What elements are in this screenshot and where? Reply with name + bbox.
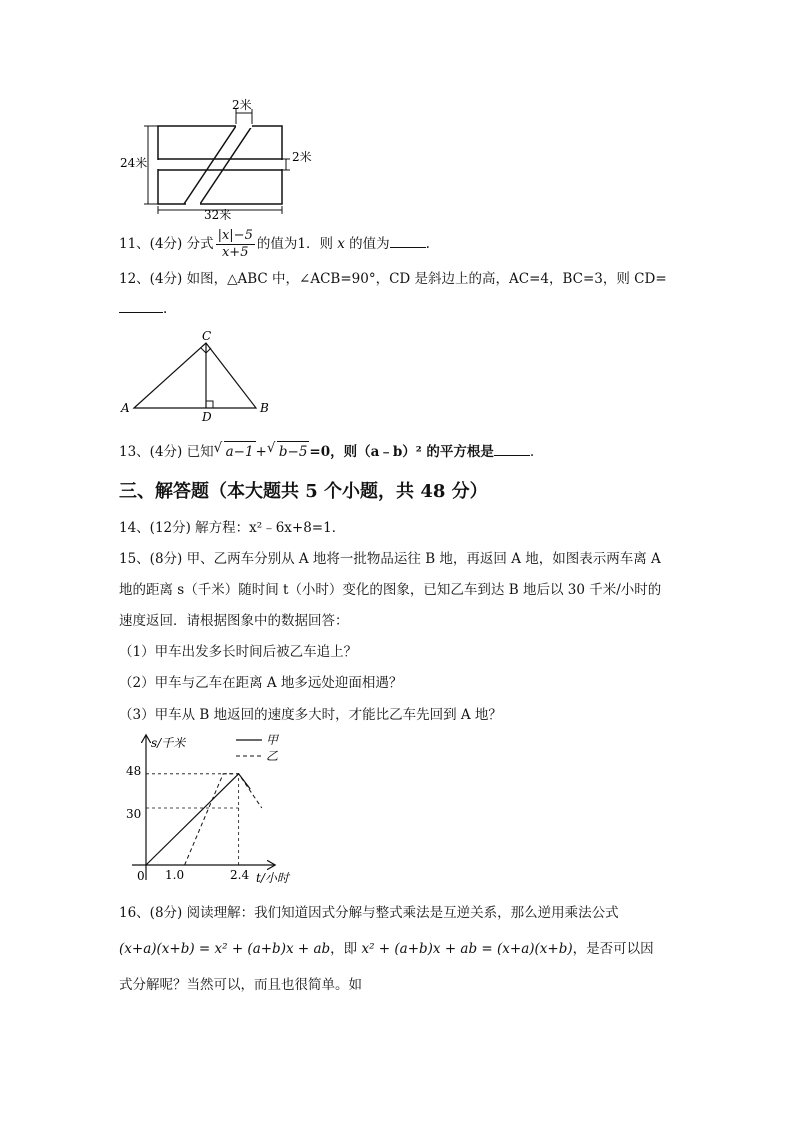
x-axis-label: t/小时: [256, 871, 289, 885]
q13-end: .: [529, 444, 535, 460]
label-left-24m: 24米: [120, 156, 148, 170]
q11-denominator: x+5: [221, 245, 249, 260]
section-3-title: 三、解答题（本大题共 5 个小题，共 48 分）: [119, 481, 488, 502]
question-16-line-2: [119, 939, 654, 959]
slanted-road-right: [200, 126, 252, 204]
q12-text: 12、(4分) 如图，△ABC 中，∠ACB=90°，CD 是斜边上的高，AC=4，BC=3，则 CD=: [119, 271, 667, 287]
question-15-sub-2: [119, 673, 402, 693]
q11-suffix-b: 的值为: [349, 236, 390, 252]
question-12: [119, 269, 667, 289]
q16-line2-end: ，是否可以因: [572, 941, 654, 957]
q11-end: .: [425, 236, 430, 252]
x-tick-label-1: 1.0: [165, 868, 185, 882]
q16-formula-2: x² + (a+b)x + ab = (x+a)(x+b): [361, 941, 573, 957]
series-line-1: [146, 774, 250, 865]
q15-line3: 速度返回．请根据图象中的数据回答：: [119, 613, 349, 629]
q16-line3: 式分解呢？当然可以，而且也很简单。如: [119, 977, 362, 993]
question-15-line-3: [119, 611, 349, 631]
legend-label-yi: 乙: [266, 749, 279, 763]
q14-text: 14、(12分) 解方程：x²﹣6x+8=1．: [119, 520, 346, 536]
road-figure: [118, 95, 328, 220]
question-16-line-1: [119, 903, 619, 923]
q16-formula-1: (x+a)(x+b) = x² + (a+b)x + ab: [119, 941, 331, 957]
label-right-2m: 2米: [292, 150, 312, 164]
q11-var-x: x: [337, 236, 345, 252]
question-15-line-2: [119, 580, 661, 600]
triangle-abc: [134, 343, 256, 408]
q11-numerator: |x|−5: [217, 228, 253, 243]
q13-plus: +: [255, 444, 267, 460]
q15-line1: 15、(8分) 甲、乙两车分别从 A 地将一批物品运往 B 地，再返回 A 地，如图表示两车离 A: [119, 551, 661, 567]
x-tick-label-2: 2.4: [230, 868, 250, 882]
label-bottom-32m: 32米: [204, 208, 232, 220]
question-11: [119, 228, 430, 261]
right-angle-mark-d: [206, 401, 213, 408]
q13-answer-blank[interactable]: [494, 443, 530, 456]
q11-prefix: 11、(4分) 分式: [119, 236, 214, 252]
vertex-b: B: [260, 401, 269, 415]
series-line-2: [185, 774, 262, 865]
y-axis-label: s/千米: [151, 736, 186, 750]
question-16-line-3: [119, 975, 362, 995]
question-13: [119, 441, 534, 462]
q13-prefix: 13、(4分) 已知: [119, 444, 214, 460]
q15-sub2: （2）甲车与乙车在距离 A 地多远处迎面相遇？: [119, 675, 403, 691]
y-tick-label-2: 48: [126, 764, 142, 778]
q11-fraction: [216, 228, 255, 261]
question-14: [119, 518, 345, 538]
triangle-figure: [118, 328, 278, 428]
q12-end: .: [163, 301, 168, 317]
q13-radical-1: √ a−1: [224, 441, 256, 462]
origin-label: 0: [137, 869, 145, 883]
q15-sub3: （3）甲车从 B 地返回的速度多大时，才能比乙车先回到 A 地？: [119, 707, 502, 723]
q16-line2-mid: ，即: [330, 941, 358, 957]
q15-sub1: （1）甲车出发多长时间后被乙车追上？: [119, 644, 358, 660]
slanted-road-left: [184, 126, 236, 204]
vertex-a: A: [121, 401, 130, 415]
q11-suffix-a: 的值为1．则: [256, 236, 333, 252]
vertex-c: C: [202, 329, 212, 343]
q11-answer-blank[interactable]: [390, 235, 426, 248]
y-tick-label-1: 30: [126, 807, 142, 821]
field-rectangle: [158, 126, 282, 204]
q13-radical-2: √ b−5: [277, 441, 310, 462]
q15-line2: 地的距离 s（千米）随时间 t（小时）变化的图象，已知乙车到达 B 地后以 30 千米/小时的: [119, 582, 662, 598]
question-12-blank-line: [119, 299, 167, 319]
legend-label-jia: 甲: [266, 733, 279, 747]
q16-line1: 16、(8分) 阅读理解：我们知道因式分解与整式乘法是互逆关系，那么逆用乘法公式: [119, 905, 619, 921]
vertex-d: D: [202, 410, 212, 424]
q12-answer-blank[interactable]: [119, 300, 163, 313]
question-15-sub-3: [119, 705, 502, 725]
distance-time-chart: [118, 728, 298, 888]
question-15-line-1: [119, 549, 661, 569]
q13-mid: =0，则（a﹣b）² 的平方根是: [309, 444, 494, 460]
label-top-2m: 2米: [232, 98, 252, 112]
question-15-sub-1: [119, 642, 357, 662]
